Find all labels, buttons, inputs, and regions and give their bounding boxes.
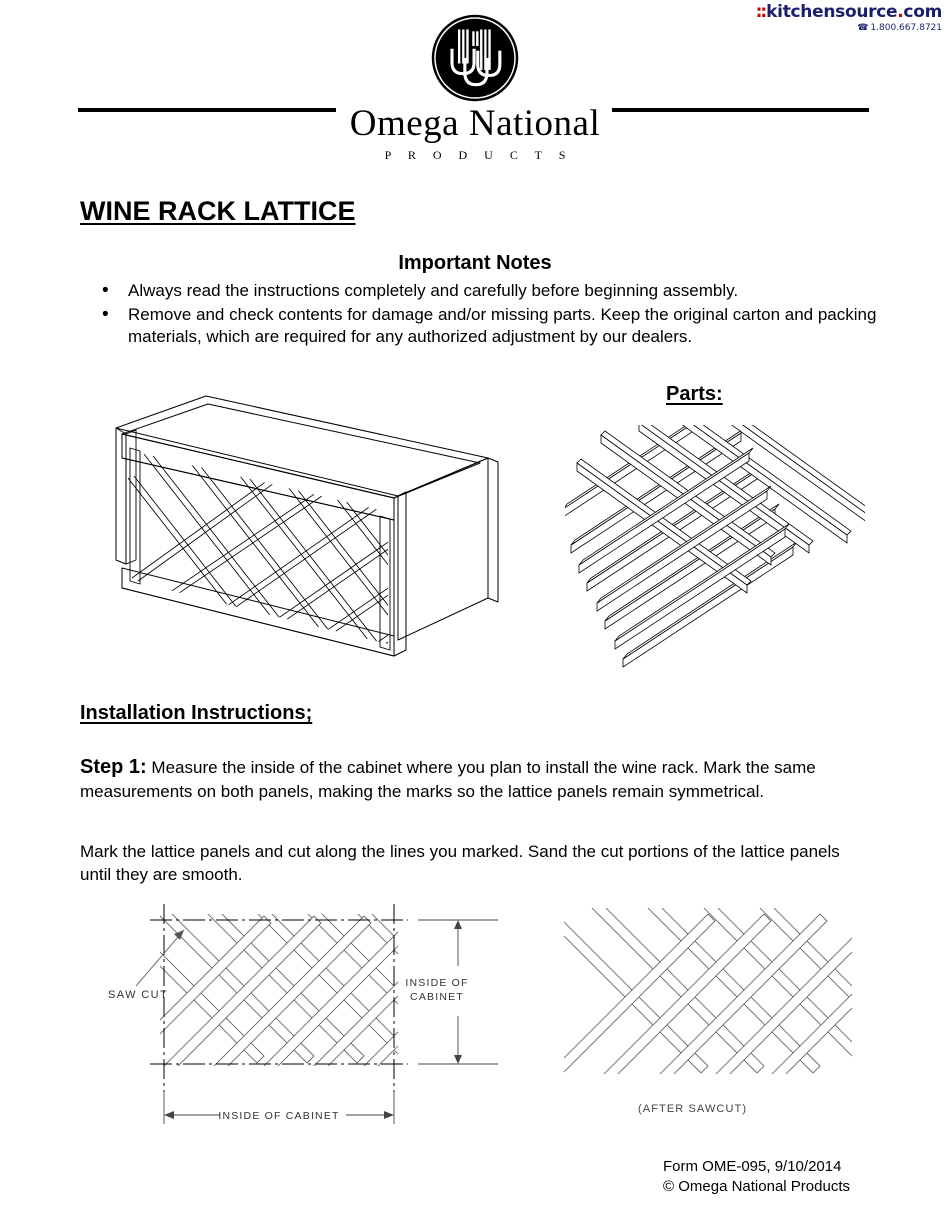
list-item bbox=[102, 280, 888, 303]
step-1-paragraph bbox=[80, 754, 870, 803]
inside-of-cabinet-height-label-line2: CABINET bbox=[410, 991, 464, 1003]
retailer-dot: . bbox=[897, 2, 904, 22]
note-text: Always read the instructions completely and carefully before beginning assembly. bbox=[128, 281, 739, 300]
header-rule-left bbox=[78, 108, 336, 112]
after-sawcut-caption: (AFTER SAWCUT) bbox=[638, 1103, 748, 1115]
inside-of-cabinet-width-label: INSIDE OF CABINET bbox=[218, 1110, 340, 1122]
retailer-phone-number: 1.800.667.8721 bbox=[870, 23, 942, 33]
retailer-tld: com bbox=[903, 2, 942, 22]
copyright-notice: © Omega National Products bbox=[663, 1177, 850, 1195]
retailer-name-part1: kitchens bbox=[766, 2, 845, 22]
lattice-panel-isometric bbox=[565, 425, 865, 675]
step-1-text: Measure the inside of the cabinet where you plan to install the wine rack. Mark the same measurements on both panels, making the marks so the lattice panels remain symmetrical. bbox=[80, 758, 816, 801]
header-rule-right bbox=[612, 108, 869, 112]
double-colon-icon: :: bbox=[755, 2, 766, 22]
bullet-icon: • bbox=[102, 280, 109, 301]
brand-name: Omega National bbox=[349, 103, 601, 144]
omega-national-monogram-icon bbox=[429, 12, 521, 104]
bullet-icon: • bbox=[102, 303, 109, 325]
lattice-saw-cut-diagram bbox=[108, 902, 508, 1137]
install-instructions-heading: Installation Instructions; bbox=[80, 702, 313, 724]
brand-subtitle: P R O D U C T S bbox=[384, 147, 573, 162]
important-notes-heading: Important Notes bbox=[398, 252, 552, 274]
telephone-icon: ☎ bbox=[857, 23, 869, 33]
wine-rack-cabinet-isometric bbox=[88, 388, 508, 678]
document-footer bbox=[663, 1157, 850, 1197]
paragraph-2: Mark the lattice panels and cut along the lines you marked. Sand the cut portions of the lattice panels until they are smooth. bbox=[80, 842, 840, 884]
important-notes-list bbox=[100, 280, 888, 350]
list-item bbox=[102, 303, 888, 349]
saw-cut-label: SAW CUT bbox=[108, 989, 169, 1001]
inside-of-cabinet-height-label-line1: INSIDE OF bbox=[405, 977, 469, 989]
retailer-name-part2: ource bbox=[844, 2, 898, 22]
brand-block bbox=[0, 12, 950, 163]
lattice-after-sawcut-diagram bbox=[548, 900, 868, 1090]
page-title: WINE RACK LATTICE bbox=[80, 196, 356, 226]
form-number: Form OME-095, 9/10/2014 bbox=[663, 1158, 842, 1175]
parts-heading: Parts: bbox=[666, 383, 723, 405]
step-1-label: Step 1: bbox=[80, 756, 147, 778]
note-text: Remove and check contents for damage and/or missing parts. Keep the original carton and packing materials, which are required for any authorized adjustment by our dealers. bbox=[128, 304, 877, 347]
